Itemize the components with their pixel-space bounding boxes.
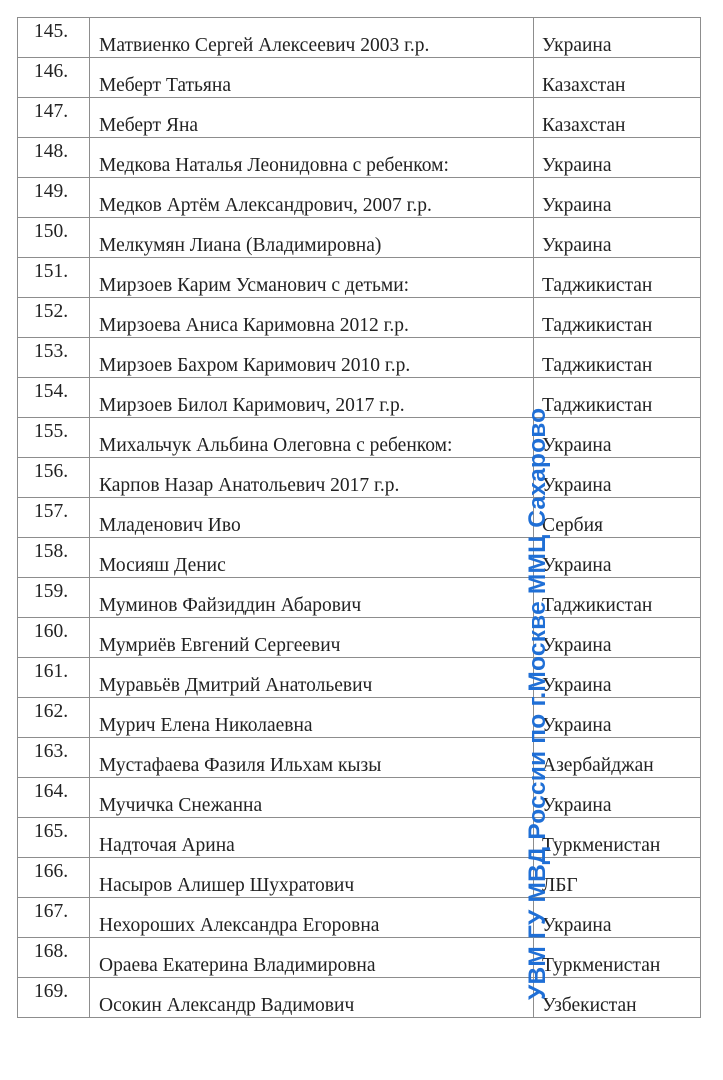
row-number: 158.: [18, 538, 90, 578]
person-name: Михальчук Альбина Олеговна с ребенком:: [90, 418, 534, 458]
row-number: 156.: [18, 458, 90, 498]
citizenship: Украина: [534, 18, 701, 58]
table-row: [18, 578, 701, 618]
roster-table: [17, 17, 701, 1018]
citizenship: Украина: [534, 418, 701, 458]
row-number: 169.: [18, 978, 90, 1018]
citizenship: Украина: [534, 778, 701, 818]
citizenship: Украина: [534, 698, 701, 738]
person-name: Муравьёв Дмитрий Анатольевич: [90, 658, 534, 698]
person-name: Мурич Елена Николаевна: [90, 698, 534, 738]
table-row: [18, 378, 701, 418]
table-row: [18, 738, 701, 778]
row-number: 152.: [18, 298, 90, 338]
citizenship: Украина: [534, 538, 701, 578]
table-row: [18, 418, 701, 458]
row-number: 149.: [18, 178, 90, 218]
citizenship: Таджикистан: [534, 338, 701, 378]
citizenship: Сербия: [534, 498, 701, 538]
person-name: Насыров Алишер Шухратович: [90, 858, 534, 898]
person-name: Мучичка Снежанна: [90, 778, 534, 818]
row-number: 155.: [18, 418, 90, 458]
table-row: [18, 18, 701, 58]
person-name: Мелкумян Лиана (Владимировна): [90, 218, 534, 258]
person-name: Мирзоев Карим Усманович с детьми:: [90, 258, 534, 298]
row-number: 151.: [18, 258, 90, 298]
person-name: Меберт Татьяна: [90, 58, 534, 98]
table-row: [18, 698, 701, 738]
row-number: 165.: [18, 818, 90, 858]
table-row: [18, 138, 701, 178]
table-row: [18, 498, 701, 538]
row-number: 160.: [18, 618, 90, 658]
citizenship: Казахстан: [534, 98, 701, 138]
citizenship: Украина: [534, 898, 701, 938]
row-number: 150.: [18, 218, 90, 258]
person-name: Муминов Файзиддин Абарович: [90, 578, 534, 618]
citizenship: Азербайджан: [534, 738, 701, 778]
table-row: [18, 658, 701, 698]
row-number: 154.: [18, 378, 90, 418]
person-name: Меберт Яна: [90, 98, 534, 138]
row-number: 157.: [18, 498, 90, 538]
citizenship: Узбекистан: [534, 978, 701, 1018]
table-row: [18, 98, 701, 138]
row-number: 164.: [18, 778, 90, 818]
table-row: [18, 458, 701, 498]
table-row: [18, 338, 701, 378]
table-row: [18, 898, 701, 938]
row-number: 153.: [18, 338, 90, 378]
roster-table-body: [18, 18, 701, 1018]
citizenship: Туркменистан: [534, 938, 701, 978]
person-name: Матвиенко Сергей Алексеевич 2003 г.р.: [90, 18, 534, 58]
citizenship: Украина: [534, 178, 701, 218]
table-row: [18, 178, 701, 218]
row-number: 159.: [18, 578, 90, 618]
person-name: Мосияш Денис: [90, 538, 534, 578]
citizenship: Казахстан: [534, 58, 701, 98]
person-name: Осокин Александр Вадимович: [90, 978, 534, 1018]
citizenship: Украина: [534, 618, 701, 658]
citizenship: Украина: [534, 138, 701, 178]
row-number: 147.: [18, 98, 90, 138]
row-number: 146.: [18, 58, 90, 98]
citizenship: Украина: [534, 218, 701, 258]
person-name: Нехороших Александра Егоровна: [90, 898, 534, 938]
person-name: Медкова Наталья Леонидовна с ребенком:: [90, 138, 534, 178]
person-name: Карпов Назар Анатольевич 2017 г.р.: [90, 458, 534, 498]
row-number: 166.: [18, 858, 90, 898]
citizenship: Украина: [534, 658, 701, 698]
watermark-text: УВМ ГУ МВД России по г.Москве ММЦ Сахарово: [524, 407, 551, 1000]
citizenship: Украина: [534, 458, 701, 498]
table-row: [18, 58, 701, 98]
row-number: 148.: [18, 138, 90, 178]
row-number: 167.: [18, 898, 90, 938]
person-name: Ораева Екатерина Владимировна: [90, 938, 534, 978]
table-row: [18, 938, 701, 978]
row-number: 163.: [18, 738, 90, 778]
row-number: 145.: [18, 18, 90, 58]
citizenship: Таджикистан: [534, 258, 701, 298]
table-row: [18, 538, 701, 578]
person-name: Надточая Арина: [90, 818, 534, 858]
citizenship: Туркменистан: [534, 818, 701, 858]
person-name: Мирзоева Аниса Каримовна 2012 г.р.: [90, 298, 534, 338]
table-row: [18, 618, 701, 658]
citizenship: Таджикистан: [534, 578, 701, 618]
citizenship: Таджикистан: [534, 298, 701, 338]
citizenship: Таджикистан: [534, 378, 701, 418]
table-row: [18, 258, 701, 298]
table-row: [18, 778, 701, 818]
table-row: [18, 218, 701, 258]
citizenship: ЛБГ: [534, 858, 701, 898]
table-row: [18, 298, 701, 338]
row-number: 161.: [18, 658, 90, 698]
person-name: Мумриёв Евгений Сергеевич: [90, 618, 534, 658]
person-name: Младенович Иво: [90, 498, 534, 538]
person-name: Медков Артём Александрович, 2007 г.р.: [90, 178, 534, 218]
person-name: Мирзоев Билол Каримович, 2017 г.р.: [90, 378, 534, 418]
row-number: 168.: [18, 938, 90, 978]
row-number: 162.: [18, 698, 90, 738]
person-name: Мустафаева Фазиля Ильхам кызы: [90, 738, 534, 778]
table-row: [18, 978, 701, 1018]
table-row: [18, 858, 701, 898]
person-name: Мирзоев Бахром Каримович 2010 г.р.: [90, 338, 534, 378]
table-row: [18, 818, 701, 858]
